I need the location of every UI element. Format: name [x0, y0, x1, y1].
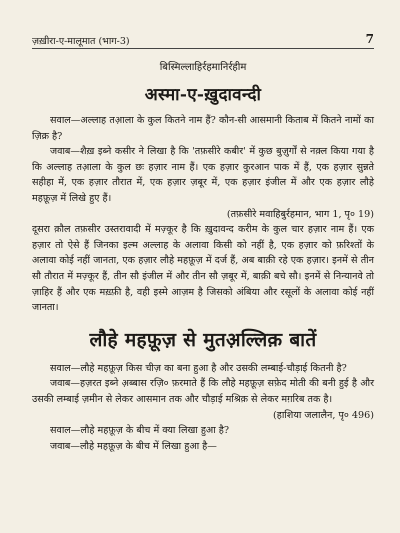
question-paragraph: सवाल—लौहे महफ़ूज़ के बीच में क्या लिखा हुआ है? [50, 425, 230, 437]
answer-paragraph: जवाब—शैख़ इब्ने कसीर ने लिखा है कि 'तफ़सीरे कबीर' में कुछ बुज़ुर्गों से नक़्ल किया गया है कि अल्लाह तआ़ला के कुल छः हज़ार नाम हैं। एक हज़ार कुरआन पाक में हैं, एक हज़ार सुन्नते सहीहा में, एक हज़ार तौरात में, एक हज़ार ज़बूर में, एक हज़ार इंजील में और एक हज़ार लौहे महफ़ूज़ में लिखे हुए हैं। [32, 146, 374, 204]
question-paragraph: सवाल—लौहे महफ़ूज़ किस चीज़ का बना हुआ है और उसकी लम्बाई-चौड़ाई कितनी है? [50, 362, 347, 374]
bismillah-invocation: बिस्मिल्लाहिर्रहमानिर्रहीम [159, 62, 247, 73]
citation: (तफ़सीरे मवाहिबुर्रहमान, भाग 1, पृ० 19) [226, 208, 374, 220]
running-header [32, 30, 374, 49]
page-number: 7 [365, 32, 374, 46]
question-paragraph: सवाल—अल्लाह तआ़ला के कुल कितने नाम हैं? कौन-सी आसमानी किताब में कितने नामों का ज़िक्र है? [32, 115, 374, 142]
answer-paragraph: जवाब—लौहे महफ़ूज़ के बीच में लिखा हुआ है— [50, 440, 217, 452]
body-paragraph: दूसरा क़ौल तफ़सीर उस्तरावादी में मज़्कूर है कि ख़ुदावन्द करीम के कुल चार हज़ार नाम हैं। एक हज़ार तो ऐसे हैं जिनका इल्म अल्लाह के अलावा किसी को नहीं है, एक हज़ार को फ़रिश्तों के अलावा कोई नहीं जानता, एक हज़ार लौहे महफ़ूज़ में दर्ज हैं, अब बाक़ी रहे एक हज़ार। इनमें से तीन सौ तौरात में मज़्कूर हैं, तीन सौ इंजील में और तीन सौ ज़बूर में, बाक़ी बचे सौ। इनमें से निन्यानवे तो ज़ाहिर हैं और एक मख़्फ़ी है, वही इस्मे आज़म है जिसको अंबिया और रसूलों के अलावा कोई नहीं जानता। [32, 224, 374, 314]
section-heading-asma: अस्मा-ए-ख़ुदावन्दी [144, 85, 262, 105]
citation: (हाशिया जलालैन, पृ० 496) [272, 409, 374, 421]
section-heading-lauh: लौहे महफ़ूज़ से मुतअ़ल्लिक़ बातें [89, 328, 317, 351]
running-title: ज़ख़ीरा-ए-मालूमात (भाग-3) [32, 36, 130, 47]
answer-paragraph: जवाब—हज़रत इब्ने अ़ब्बास रज़ि० फ़रमाते हैं कि लौहे महफ़ूज़ सफ़ेद मोती की बनी हुई है और उसकी लम्बाई ज़मीन से लेकर आसमान तक और चौड़ाई मश्रिक़ से लेकर मग़रिब तक है। [32, 378, 374, 405]
